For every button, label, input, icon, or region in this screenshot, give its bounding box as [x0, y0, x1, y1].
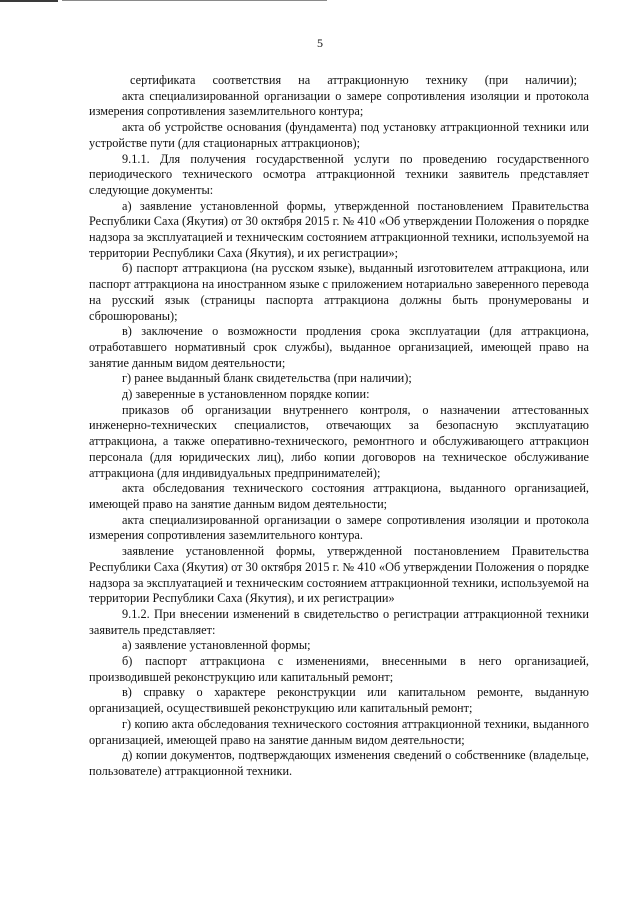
paragraph: г) ранее выданный бланк свидетельства (при наличии); [122, 371, 412, 386]
paragraph: д) копии документов, подтверждающих изменения сведений о собственнике (владельце, пользователе) аттракционной техники. [89, 748, 589, 778]
paragraph: 9.1.2. При внесении изменений в свидетельство о регистрации аттракционной техники заявитель представляет: [89, 606, 589, 637]
paragraph: д) заверенные в установленном порядке копии: [122, 387, 370, 402]
paragraph: акта об устройстве основания (фундамента) под установку аттракционной техники или устройстве пути (для стационарных аттракционов); [89, 120, 589, 150]
paragraph: б) паспорт аттракциона с изменениями, внесенными в него организацией, производившей реконструкцию или капитальный ремонт; [89, 654, 589, 684]
paragraph: сертификата соответствия на аттракционную технику (при наличии); [130, 73, 577, 87]
paragraph: заявление установленной формы, утвержденной постановлением Правительства Республики Саха (Якутия) от 30 октября 2015 г. № 410 «Об утверждении Положения о порядке надзора за эксплуатацией и техническим состоянием аттракционной техники, используемой на территории Республики Саха (Якутия), и их регистрации» [89, 544, 589, 606]
paragraph: приказов об организации внутреннего контроля, о назначении аттестованных инженерно-технических специалистов, отвечающих за безопасную эксплуатацию аттракциона, а также оперативно-технического, ремонтного и обслуживающего аттракцион персонала (для юридических лиц), либо копии договоров на техническое обслуживание аттракциона (для индивидуальных предпринимателей); [89, 402, 589, 480]
paragraph: б) паспорт аттракциона (на русском языке), выданный изготовителем аттракциона, или паспорт аттракциона на иностранном языке с приложением нотариально заверенного перевода на русский язык (страницы паспорта аттракциона должны быть пронумерованы и сброшюрованы); [89, 261, 589, 323]
scan-edge-line [0, 0, 58, 2]
paragraph: акта обследования технического состояния аттракциона, выданного организацией, имеющей право на занятие данным видом деятельности; [89, 481, 589, 511]
paragraph: 9.1.1. Для получения государственной услуги по проведению государственного периодического технического осмотра аттракционной техники заявитель представляет следующие документы: [89, 151, 589, 197]
paragraph: а) заявление установленной формы; [122, 638, 311, 653]
paragraph: в) заключение о возможности продления срока эксплуатации (для аттракциона, отработавшего нормативный срок службы), выданное организацией, имеющей право на занятие данным видом деятельности; [89, 324, 589, 370]
document-body [89, 73, 589, 780]
page-number: 5 [317, 36, 323, 50]
paragraph: а) заявление установленной формы, утвержденной постановлением Правительства Республики Саха (Якутия) от 30 октября 2015 г. № 410 «Об утверждении Положения о порядке надзора за эксплуатацией и техническим состоянием аттракционной техники, используемой на территории Республики Саха (Якутия), и их регистрации»; [89, 198, 589, 260]
paragraph: акта специализированной организации о замере сопротивления изоляции и протокола измерения сопротивления заземлительного контура. [89, 512, 589, 543]
paragraph: в) справку о характере реконструкции или капитальном ремонте, выданную организацией, осуществившей реконструкцию или капитальный ремонт; [89, 685, 589, 716]
scan-edge-line [62, 0, 327, 1]
paragraph: акта специализированной организации о замере сопротивления изоляции и протокола измерения сопротивления заземлительного контура; [89, 88, 589, 119]
paragraph: г) копию акта обследования технического состояния аттракционной техники, выданного организацией, имеющей право на занятие данным видом деятельности; [89, 716, 589, 747]
